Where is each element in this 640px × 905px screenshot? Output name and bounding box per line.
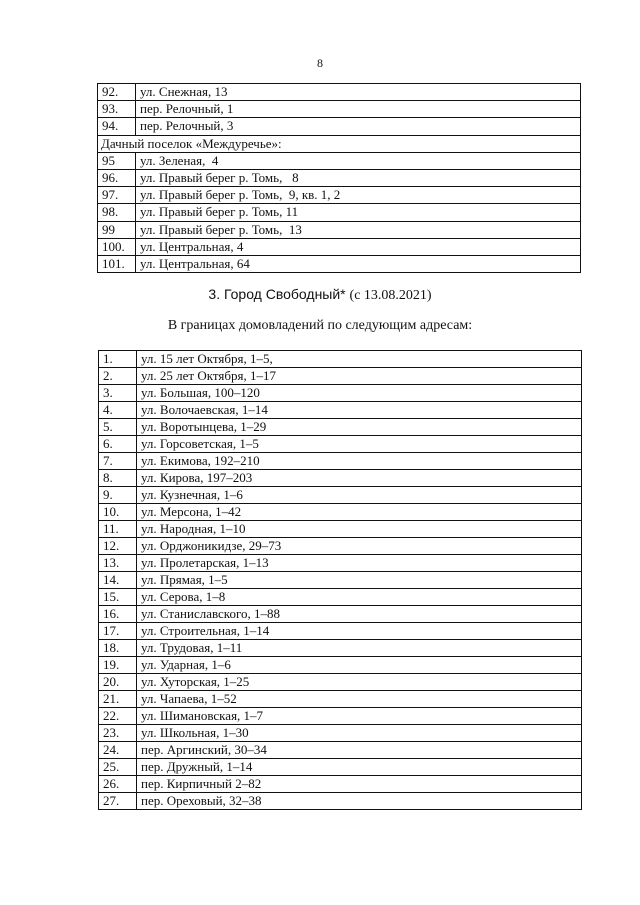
table-section-row [98,135,581,152]
page-number: 8 [317,56,323,70]
table-row [99,725,582,742]
row-number: 6. [99,436,137,453]
row-address: пер. Кирпичный 2–82 [137,776,582,793]
row-number: 94. [98,118,136,135]
row-number: 20. [99,674,137,691]
row-number: 15. [99,589,137,606]
table-row [99,555,582,572]
row-address: пер. Ореховый, 32–38 [137,793,582,810]
row-number: 22. [99,708,137,725]
row-address: ул. 15 лет Октября, 1–5, [137,351,582,368]
row-number: 17. [99,623,137,640]
row-address: ул. Правый берег р. Томь, 9, кв. 1, 2 [136,187,581,204]
row-address: ул. Чапаева, 1–52 [137,691,582,708]
row-number: 100. [98,238,136,255]
row-address: ул. Школьная, 1–30 [137,725,582,742]
row-number: 2. [99,368,137,385]
row-number: 13. [99,555,137,572]
table-row [99,436,582,453]
row-number: 1. [99,351,137,368]
table-row [99,402,582,419]
table-row [98,84,581,101]
row-number: 19. [99,657,137,674]
row-number: 4. [99,402,137,419]
table-row [98,169,581,186]
row-address: ул. Центральная, 4 [136,238,581,255]
row-number: 7. [99,453,137,470]
row-number: 26. [99,776,137,793]
row-number: 16. [99,606,137,623]
table-row [98,221,581,238]
row-number: 93. [98,101,136,118]
row-address: ул. Прямая, 1–5 [137,572,582,589]
table-row [99,708,582,725]
table-row [98,238,581,255]
table-row [98,152,581,169]
row-number: 8. [99,470,137,487]
table-row [99,538,582,555]
row-address: ул. Волочаевская, 1–14 [137,402,582,419]
row-number: 14. [99,572,137,589]
address-table-svobodny [98,350,582,810]
row-address: ул. Зеленая, 4 [136,152,581,169]
table-row [99,691,582,708]
table-row [99,368,582,385]
section-subheading: В границах домовладений по следующим адресам: [167,318,473,333]
row-address: ул. Центральная, 64 [136,255,581,272]
row-address: ул. Серова, 1–8 [137,589,582,606]
row-address: ул. Народная, 1–10 [137,521,582,538]
table-row [99,572,582,589]
row-number: 3. [99,385,137,402]
table-row [99,606,582,623]
row-address: ул. Хуторская, 1–25 [137,674,582,691]
row-address: пер. Релочный, 1 [136,101,581,118]
row-address: ул. Горсоветская, 1–5 [137,436,582,453]
table-row [99,504,582,521]
table-row [99,776,582,793]
row-address: ул. Правый берег р. Томь, 8 [136,169,581,186]
table-row [98,204,581,221]
table-row [99,640,582,657]
row-address: ул. Станиславского, 1–88 [137,606,582,623]
table-row [99,487,582,504]
row-number: 96. [98,169,136,186]
row-number: 11. [99,521,137,538]
row-number: 21. [99,691,137,708]
table-row [99,453,582,470]
address-table-continued [97,83,581,273]
table-row [98,187,581,204]
table-row [98,101,581,118]
row-address: ул. Орджоникидзе, 29–73 [137,538,582,555]
section-title: 3. Город Свободный* [208,286,350,302]
table-row [98,118,581,135]
row-number: 92. [98,84,136,101]
row-address: ул. Трудовая, 1–11 [137,640,582,657]
row-number: 9. [99,487,137,504]
table-row [99,589,582,606]
row-address: ул. Кузнечная, 1–6 [137,487,582,504]
row-address: ул. Строительная, 1–14 [137,623,582,640]
row-address: ул. Кирова, 197–203 [137,470,582,487]
row-address: ул. Шимановская, 1–7 [137,708,582,725]
table-row [99,521,582,538]
row-address: пер. Аргинский, 30–34 [137,742,582,759]
table-row [99,385,582,402]
section-heading [0,286,640,304]
row-address: ул. Правый берег р. Томь, 11 [136,204,581,221]
row-number: 24. [99,742,137,759]
section-date: (с 13.08.2021) [349,288,432,303]
row-address: ул. Снежная, 13 [136,84,581,101]
table-row [99,793,582,810]
table-row [99,759,582,776]
row-address: ул. Большая, 100–120 [137,385,582,402]
table-row [99,419,582,436]
row-number: 25. [99,759,137,776]
table-row [99,657,582,674]
row-address: пер. Дружный, 1–14 [137,759,582,776]
row-address: ул. Ударная, 1–6 [137,657,582,674]
row-number: 18. [99,640,137,657]
table-row [99,470,582,487]
row-number: 97. [98,187,136,204]
row-number: 12. [99,538,137,555]
table-row [99,674,582,691]
row-address: ул. 25 лет Октября, 1–17 [137,368,582,385]
row-number: 99 [98,221,136,238]
row-number: 95 [98,152,136,169]
row-number: 5. [99,419,137,436]
row-number: 27. [99,793,137,810]
row-number: 101. [98,255,136,272]
row-address: ул. Екимова, 192–210 [137,453,582,470]
section-label: Дачный поселок «Междуречье»: [98,135,581,152]
row-address: ул. Мерсона, 1–42 [137,504,582,521]
row-number: 23. [99,725,137,742]
row-address: ул. Воротынцева, 1–29 [137,419,582,436]
table-row [98,255,581,272]
row-address: ул. Пролетарская, 1–13 [137,555,582,572]
table-row [99,623,582,640]
row-address: пер. Релочный, 3 [136,118,581,135]
row-number: 10. [99,504,137,521]
table-row [99,742,582,759]
row-number: 98. [98,204,136,221]
row-address: ул. Правый берег р. Томь, 13 [136,221,581,238]
table-row [99,351,582,368]
